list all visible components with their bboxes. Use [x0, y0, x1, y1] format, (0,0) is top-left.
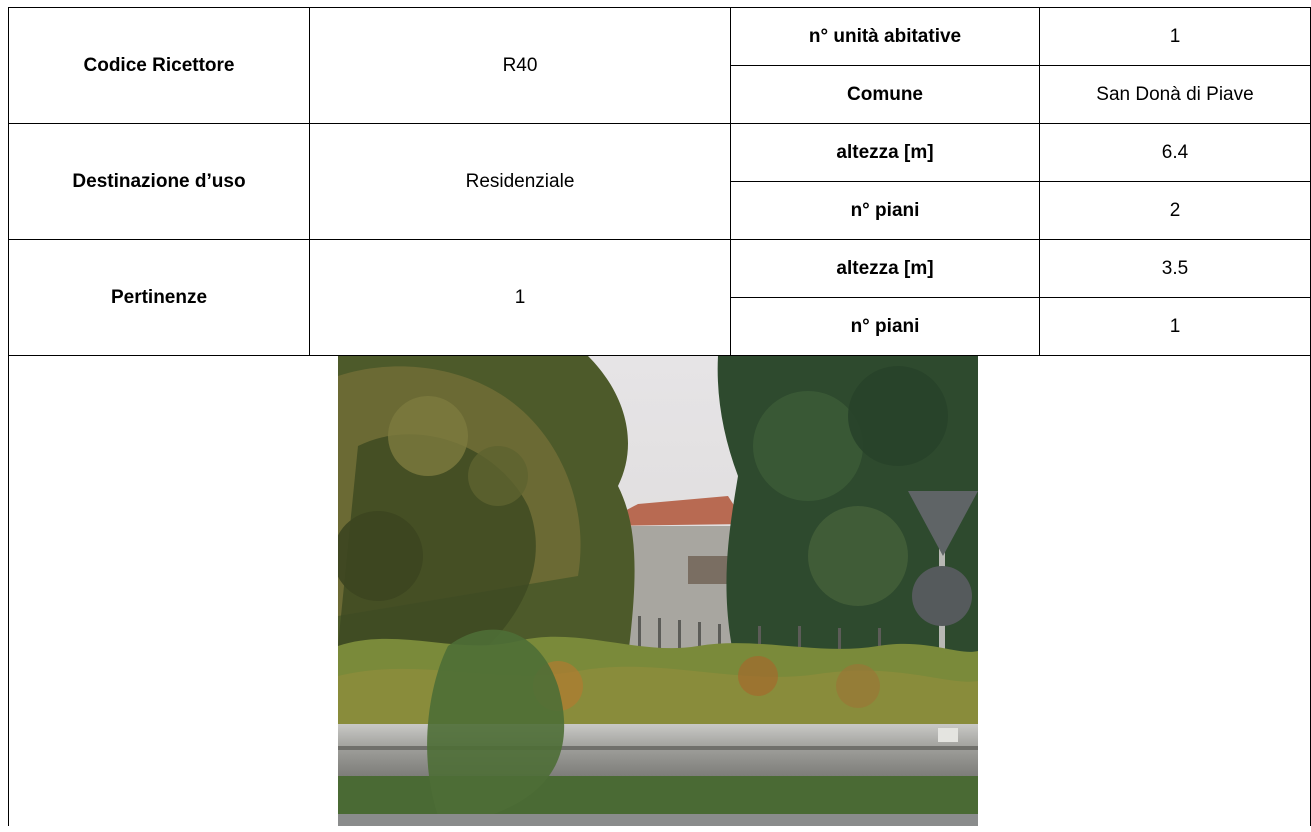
appurtenance-floors-label: n° piani [731, 298, 1040, 356]
usage-value: Residenziale [310, 124, 731, 240]
municipality-label: Comune [731, 66, 1040, 124]
usage-label: Destinazione d’uso [9, 124, 310, 240]
receptor-sheet [8, 7, 1311, 832]
building-floors-value: 2 [1040, 182, 1311, 240]
code-value: R40 [310, 8, 731, 124]
appurtenance-height-value: 3.5 [1040, 240, 1311, 298]
code-label: Codice Ricettore [9, 8, 310, 124]
building-height-label: altezza [m] [731, 124, 1040, 182]
appurtenances-label: Pertinenze [9, 240, 310, 356]
municipality-value: San Donà di Piave [1040, 66, 1311, 124]
building-floors-label: n° piani [731, 182, 1040, 240]
receptor-table [8, 7, 1311, 356]
appurtenances-value: 1 [310, 240, 731, 356]
units-value: 1 [1040, 8, 1311, 66]
receptor-photo [338, 356, 978, 826]
appurtenance-height-label: altezza [m] [731, 240, 1040, 298]
table-row [9, 240, 1311, 298]
appurtenance-floors-value: 1 [1040, 298, 1311, 356]
photo-cell [8, 356, 1311, 826]
table-row [9, 124, 1311, 182]
building-height-value: 6.4 [1040, 124, 1311, 182]
units-label: n° unità abitative [731, 8, 1040, 66]
table-row [9, 8, 1311, 66]
